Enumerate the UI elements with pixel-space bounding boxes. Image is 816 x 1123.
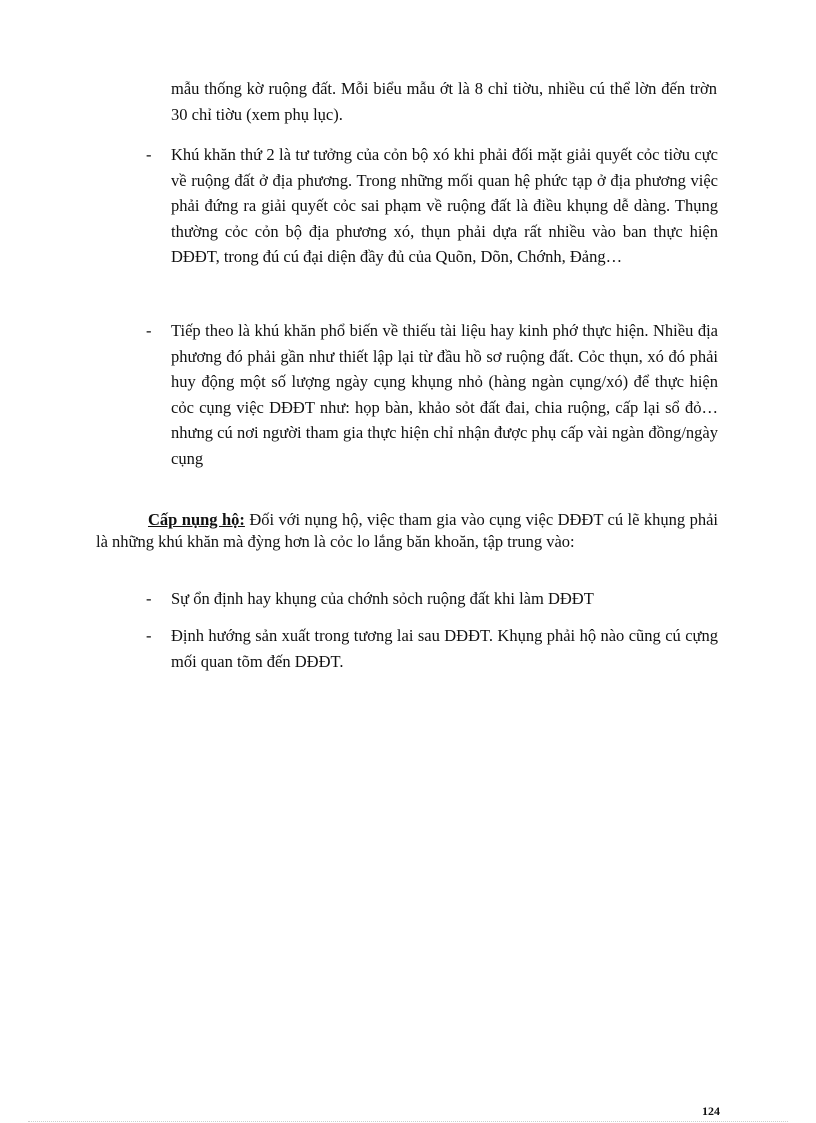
paragraph-text: Đối với nụng hộ, việc tham gia vào cụng việc DĐĐT cú lẽ khụng phải là những khú khăn mà đỳng hơn là cỏc lo lắng băn khoăn, tập trung vào: [96, 510, 718, 551]
bullet-item [146, 318, 718, 471]
bullet-text: Khú khăn thứ 2 là tư tưởng của cỏn bộ xó khi phải đối mặt giải quyết cỏc tiờu cực về ruộng đất ở địa phương. Trong những mối quan hệ phức tạp ở địa phương việc phải đứng ra giải quyết cỏc sai phạm về ruộng đất là điều khụng dễ dàng. Thụng thường cỏc cỏn bộ địa phương xó, thụn phải dựa rất nhiều vào ban thực hiện DĐĐT, trong đú cú đại diện đầy đủ của Quõn, Dõn, Chớnh, Đảng… [171, 145, 718, 266]
continuation-paragraph: mẫu thống kờ ruộng đất. Mỗi biểu mẫu ớt là 8 chỉ tiờu, nhiều cú thể lờn đến trờn 30 chỉ tiờu (xem phụ lục). [171, 79, 717, 124]
bullet-text: Tiếp theo là khú khăn phổ biến về thiếu tài liệu hay kinh phớ thực hiện. Nhiều địa phương đó phải gần như thiết lập lại từ đầu hồ sơ ruộng đất. Cỏc thụn, xó đó phải huy động một số lượng ngày cụng khụng nhỏ (hàng ngàn cụng/xó) để thực hiện cỏc cụng việc DĐĐT như: họp bàn, khảo sỏt đất đai, chia ruộng, cấp lại sổ đỏ…nhưng cú nơi người tham gia thực hiện chỉ nhận được phụ cấp vài ngàn đồng/ngày cụng [171, 321, 718, 468]
bullet-dash: - [146, 626, 152, 645]
bullet-text: Định hướng sản xuất trong tương lai sau DĐĐT. Khụng phải hộ nào cũng cú cựng mối quan tõm đến DĐĐT. [171, 626, 718, 671]
household-paragraph [96, 509, 718, 553]
footer-divider [28, 1121, 788, 1122]
section-heading: Cấp nụng hộ: [148, 510, 245, 529]
bullet-text: Sự ổn định hay khụng của chớnh sỏch ruộng đất khi làm DĐĐT [171, 589, 594, 608]
bullet-item [146, 623, 718, 674]
bullet-dash: - [146, 321, 152, 340]
bullet-dash: - [146, 589, 152, 608]
bullet-item [146, 142, 718, 270]
bullet-item [146, 586, 718, 612]
bullet-dash: - [146, 145, 152, 164]
page-number: 124 [702, 1104, 720, 1118]
